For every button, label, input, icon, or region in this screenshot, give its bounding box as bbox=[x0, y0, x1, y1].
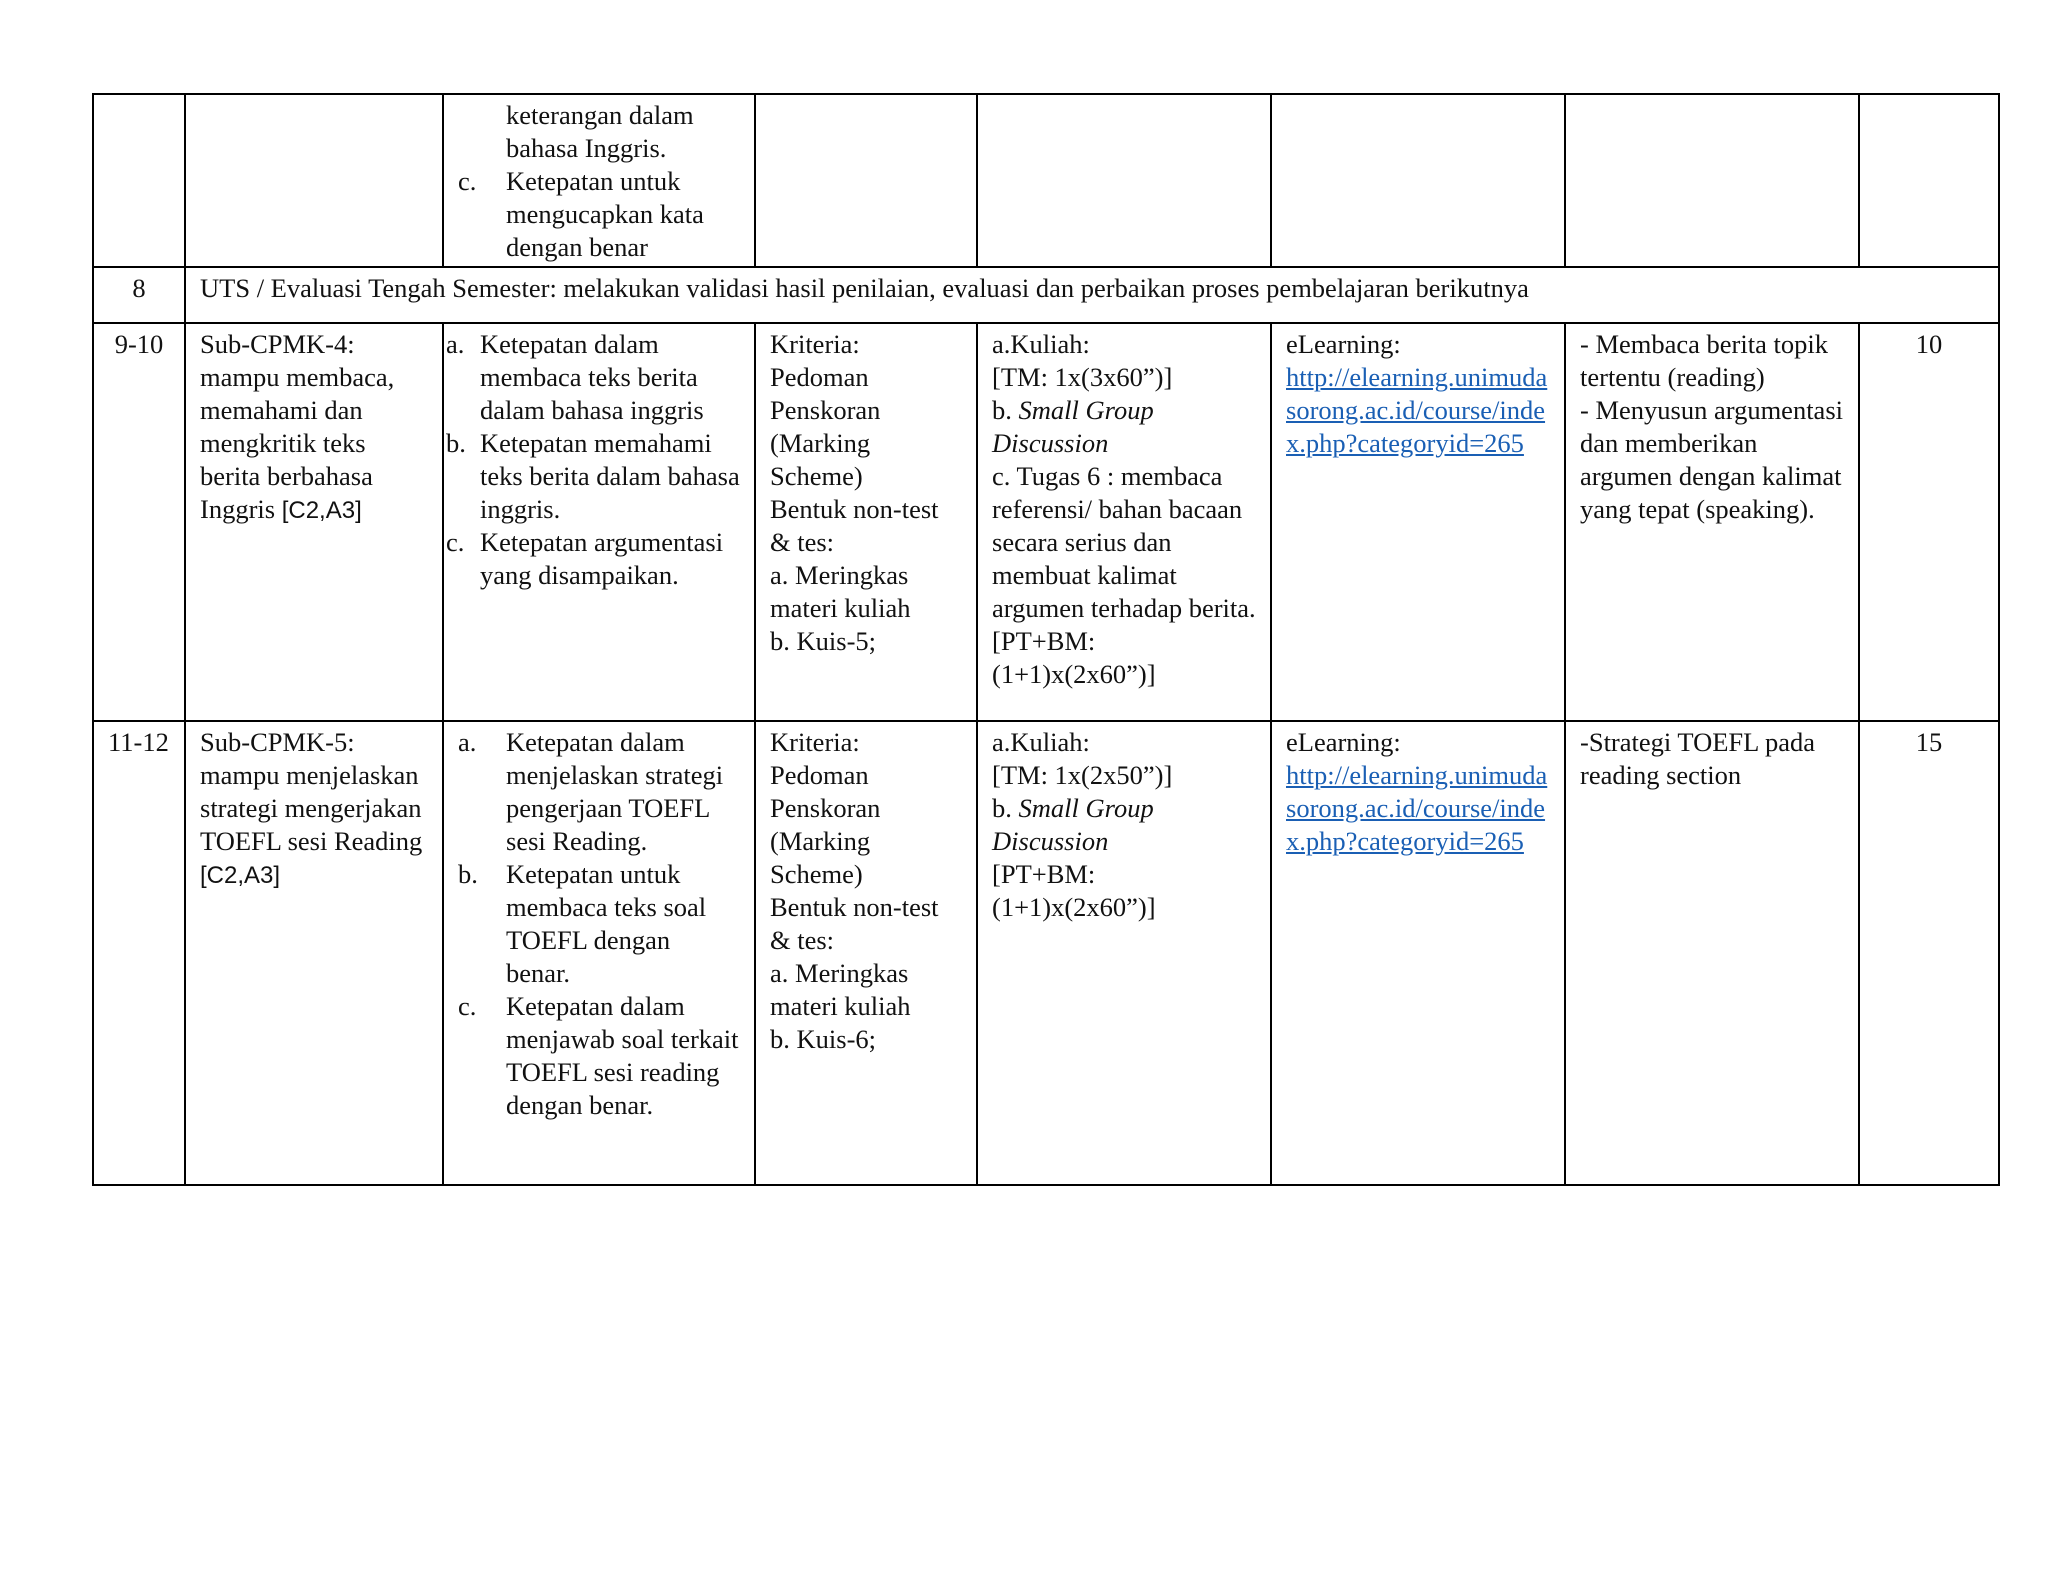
criteria-cell bbox=[755, 721, 977, 1185]
criteria-line: a. Meringkas materi kuliah bbox=[770, 560, 911, 623]
elearning-cell bbox=[1271, 721, 1565, 1185]
method-line: [TM: 1x(3x60”)] bbox=[992, 362, 1173, 392]
subcpmk-code: [C2,A3] bbox=[200, 862, 281, 889]
table-row-uts bbox=[93, 267, 1999, 323]
subcpmk-text: Sub-CPMK-5: mampu menjelaskan strategi mengerjakan TOEFL sesi Reading bbox=[200, 727, 423, 856]
method-line: [PT+BM:(1+1)x(2x60”)] bbox=[992, 626, 1156, 689]
method-cell bbox=[977, 323, 1271, 721]
subcpmk-cell bbox=[185, 323, 443, 721]
elearning-link[interactable]: http://elearning.unimudasorong.ac.id/course/index.php?categoryid=265 bbox=[1286, 760, 1548, 856]
table-row-week-9-10 bbox=[93, 323, 1999, 721]
uts-description: UTS / Evaluasi Tengah Semester: melakukan validasi hasil penilaian, evaluasi dan perbaikan proses pembelajaran berikutnya bbox=[185, 267, 1999, 323]
elearning-cell bbox=[1271, 323, 1565, 721]
indicator-item: c. Ketepatan argumentasi yang disampaikan. bbox=[446, 527, 724, 590]
indicator-item: b. Ketepatan untuk membaca teks soal TOEFL dengan benar. bbox=[458, 859, 707, 988]
criteria-line: b. Kuis-5; bbox=[770, 626, 876, 656]
weight-cell: 10 bbox=[1859, 323, 1999, 721]
method-line: a.Kuliah: bbox=[992, 727, 1090, 757]
indicator-item: c. Ketepatan dalam menjawab soal terkait TOEFL sesi reading dengan benar. bbox=[458, 991, 739, 1120]
elearning-label: eLearning: bbox=[1286, 329, 1401, 359]
weight-cell: 15 bbox=[1859, 721, 1999, 1185]
subcpmk-cell bbox=[185, 721, 443, 1185]
method-line: [PT+BM:(1+1)x(2x60”)] bbox=[992, 859, 1156, 922]
subcpmk-cell bbox=[185, 94, 443, 267]
material-cell bbox=[1565, 94, 1859, 267]
indicator-cell bbox=[443, 94, 755, 267]
method-cell bbox=[977, 721, 1271, 1185]
criteria-line: Kriteria: bbox=[770, 329, 860, 359]
week-cell bbox=[93, 94, 185, 267]
criteria-line: b. Kuis-6; bbox=[770, 1024, 876, 1054]
subcpmk-text: Sub-CPMK-4: mampu membaca, memahami dan mengkritik teks berita berbahasa Inggris bbox=[200, 329, 395, 524]
elearning-link[interactable]: http://elearning.unimudasorong.ac.id/course/index.php?categoryid=265 bbox=[1286, 362, 1548, 458]
method-line: a.Kuliah: bbox=[992, 329, 1090, 359]
subcpmk-code: [C2,A3] bbox=[281, 497, 362, 524]
method-line: c. Tugas 6 : membaca referensi/ bahan bacaan secara serius dan membuat kalimat argumen terhadap berita. bbox=[992, 461, 1256, 623]
week-cell: 8 bbox=[93, 267, 185, 323]
criteria-cell bbox=[755, 94, 977, 267]
method-line: b. Small Group Discussion bbox=[992, 793, 1154, 856]
material-cell bbox=[1565, 721, 1859, 1185]
elearning-cell bbox=[1271, 94, 1565, 267]
indicator-item: c. Ketepatan untuk mengucapkan kata dengan benar bbox=[458, 166, 704, 262]
table-row-continued bbox=[93, 94, 1999, 267]
criteria-line: Kriteria: bbox=[770, 727, 860, 757]
criteria-line: Bentuk non-test & tes: bbox=[770, 892, 939, 955]
week-cell: 9-10 bbox=[93, 323, 185, 721]
material-line: -Strategi TOEFL pada reading section bbox=[1580, 727, 1816, 790]
criteria-line: Bentuk non-test & tes: bbox=[770, 494, 939, 557]
criteria-line: Pedoman Penskoran (Marking Scheme) bbox=[770, 362, 881, 491]
indicator-cell bbox=[443, 323, 755, 721]
rps-table bbox=[92, 93, 2000, 1186]
weight-cell bbox=[1859, 94, 1999, 267]
criteria-line: Pedoman Penskoran (Marking Scheme) bbox=[770, 760, 881, 889]
method-cell bbox=[977, 94, 1271, 267]
table-row-week-11-12 bbox=[93, 721, 1999, 1185]
indicator-item: a. Ketepatan dalam menjelaskan strategi pengerjaan TOEFL sesi Reading. bbox=[458, 727, 724, 856]
method-line: [TM: 1x(2x50”)] bbox=[992, 760, 1173, 790]
material-line: - Menyusun argumentasi dan memberikan argumen dengan kalimat yang tepat (speaking). bbox=[1580, 395, 1843, 524]
material-line: - Membaca berita topik tertentu (reading) bbox=[1580, 329, 1828, 392]
elearning-label: eLearning: bbox=[1286, 727, 1401, 757]
method-line: b. Small Group Discussion bbox=[992, 395, 1154, 458]
material-cell bbox=[1565, 323, 1859, 721]
indicator-item: a. Ketepatan dalam membaca teks berita dalam bahasa inggris bbox=[446, 329, 704, 425]
criteria-line: a. Meringkas materi kuliah bbox=[770, 958, 911, 1021]
criteria-cell bbox=[755, 323, 977, 721]
indicator-item: keterangan dalam bahasa Inggris. bbox=[506, 100, 694, 163]
indicator-cell bbox=[443, 721, 755, 1185]
week-cell: 11-12 bbox=[93, 721, 185, 1185]
indicator-item: b. Ketepatan memahami teks berita dalam bahasa inggris. bbox=[446, 428, 740, 524]
